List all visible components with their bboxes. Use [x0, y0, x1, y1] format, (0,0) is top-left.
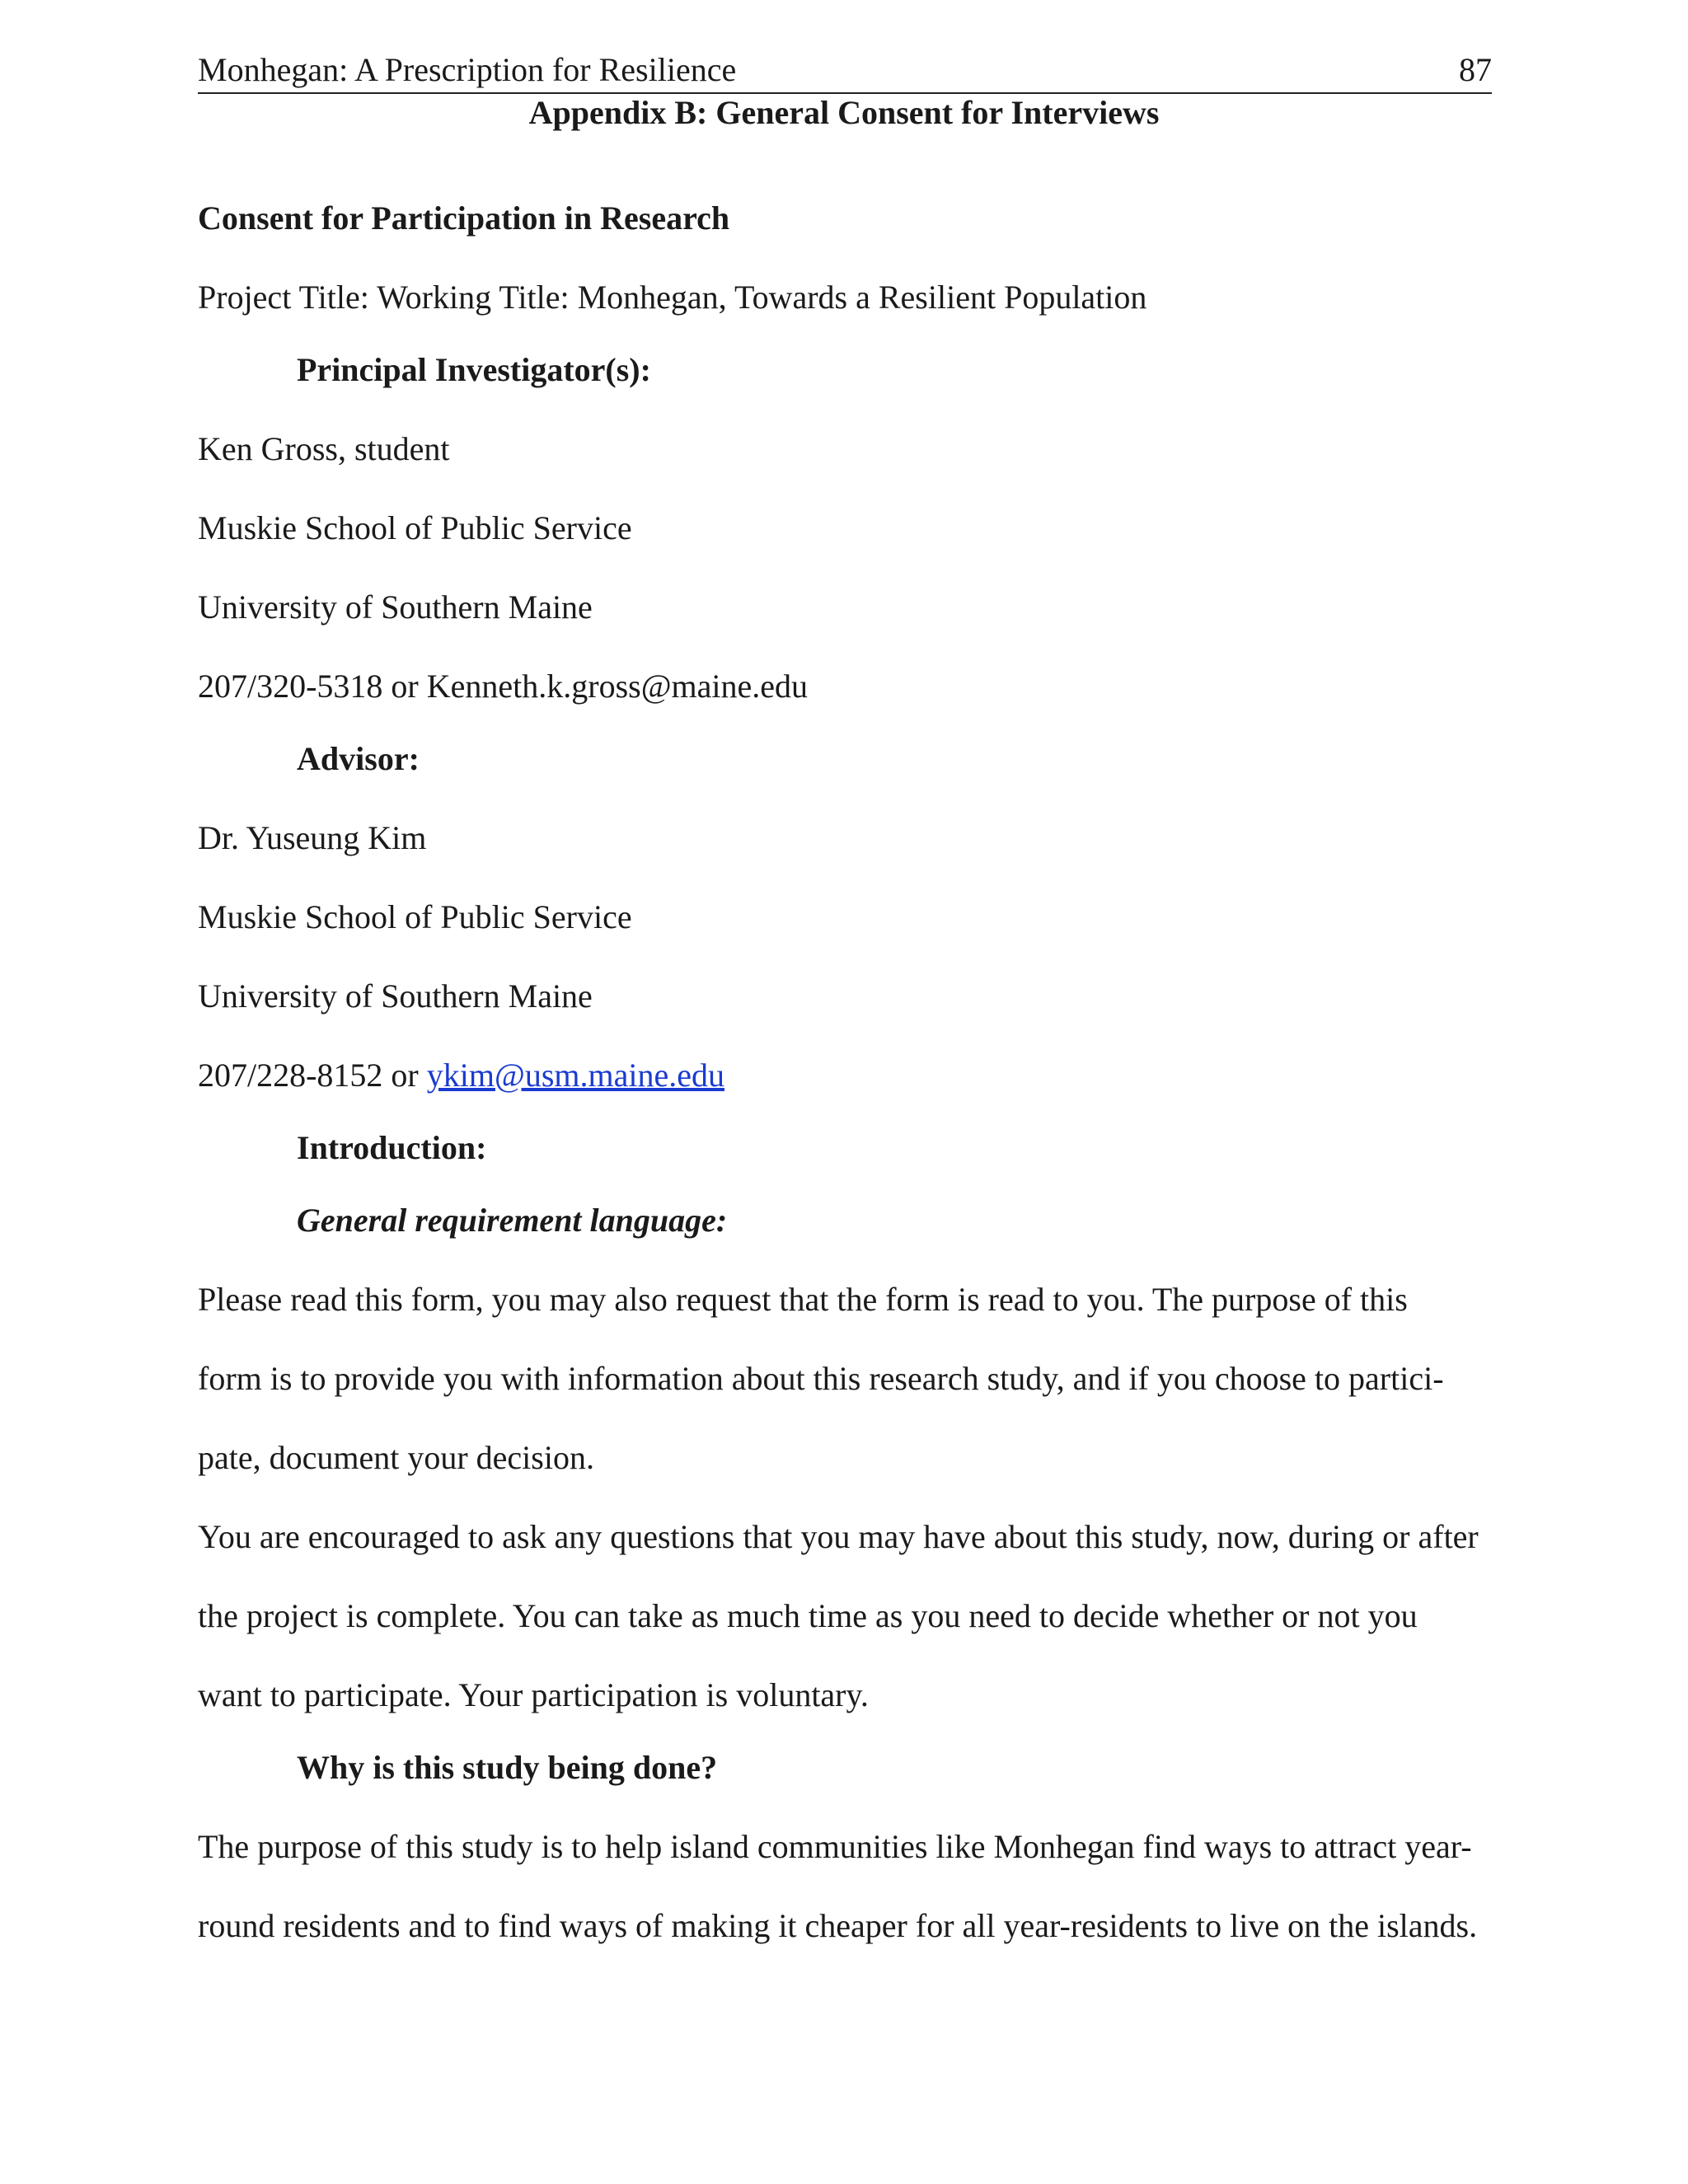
appendix-title: Appendix B: General Consent for Interviews [528, 94, 1160, 131]
paragraph-line: pate, document your decision. [198, 1439, 594, 1476]
general-requirement-subheading: General requirement language: [297, 1202, 728, 1239]
pi-contact: 207/320-5318 or Kenneth.k.gross@maine.edu [198, 668, 809, 705]
consent-heading: Consent for Participation in Research [198, 199, 730, 237]
why-heading: Why is this study being done? [297, 1749, 718, 1786]
paragraph-line: You are encouraged to ask any questions that you may have about this study, now, during or after [198, 1518, 1479, 1555]
pi-university: University of Southern Maine [198, 588, 593, 626]
paragraph-line: form is to provide you with information about this research study, and if you choose to partici- [198, 1360, 1444, 1397]
advisor-university: University of Southern Maine [198, 977, 593, 1015]
pi-school: Muskie School of Public Service [198, 509, 632, 546]
paragraph-line: The purpose of this study is to help island communities like Monhegan find ways to attract year- [198, 1828, 1472, 1865]
advisor-heading: Advisor: [297, 740, 420, 777]
running-title: Monhegan: A Prescription for Resilience [198, 51, 737, 88]
advisor-contact [198, 1055, 724, 1096]
paragraph-line: round residents and to find ways of making it cheaper for all year-residents to live on the islands. [198, 1907, 1478, 1944]
advisor-email-link[interactable]: ykim@usm.maine.edu [426, 1057, 724, 1094]
paragraph-line: the project is complete. You can take as much time as you need to decide whether or not you [198, 1597, 1418, 1634]
introduction-heading: Introduction: [297, 1129, 487, 1166]
paragraph-line: Please read this form, you may also request that the form is read to you. The purpose of this [198, 1281, 1408, 1318]
advisor-school: Muskie School of Public Service [198, 898, 632, 935]
advisor-name: Dr. Yuseung Kim [198, 819, 427, 856]
principal-investigator-heading: Principal Investigator(s): [297, 351, 651, 388]
project-title: Project Title: Working Title: Monhegan, Towards a Resilient Population [198, 279, 1147, 316]
running-header [198, 48, 1492, 94]
pi-name: Ken Gross, student [198, 430, 450, 467]
paragraph-line: want to participate. Your participation is voluntary. [198, 1676, 869, 1713]
advisor-phone: 207/228-8152 or [198, 1057, 427, 1094]
page-number: 87 [1459, 51, 1492, 88]
